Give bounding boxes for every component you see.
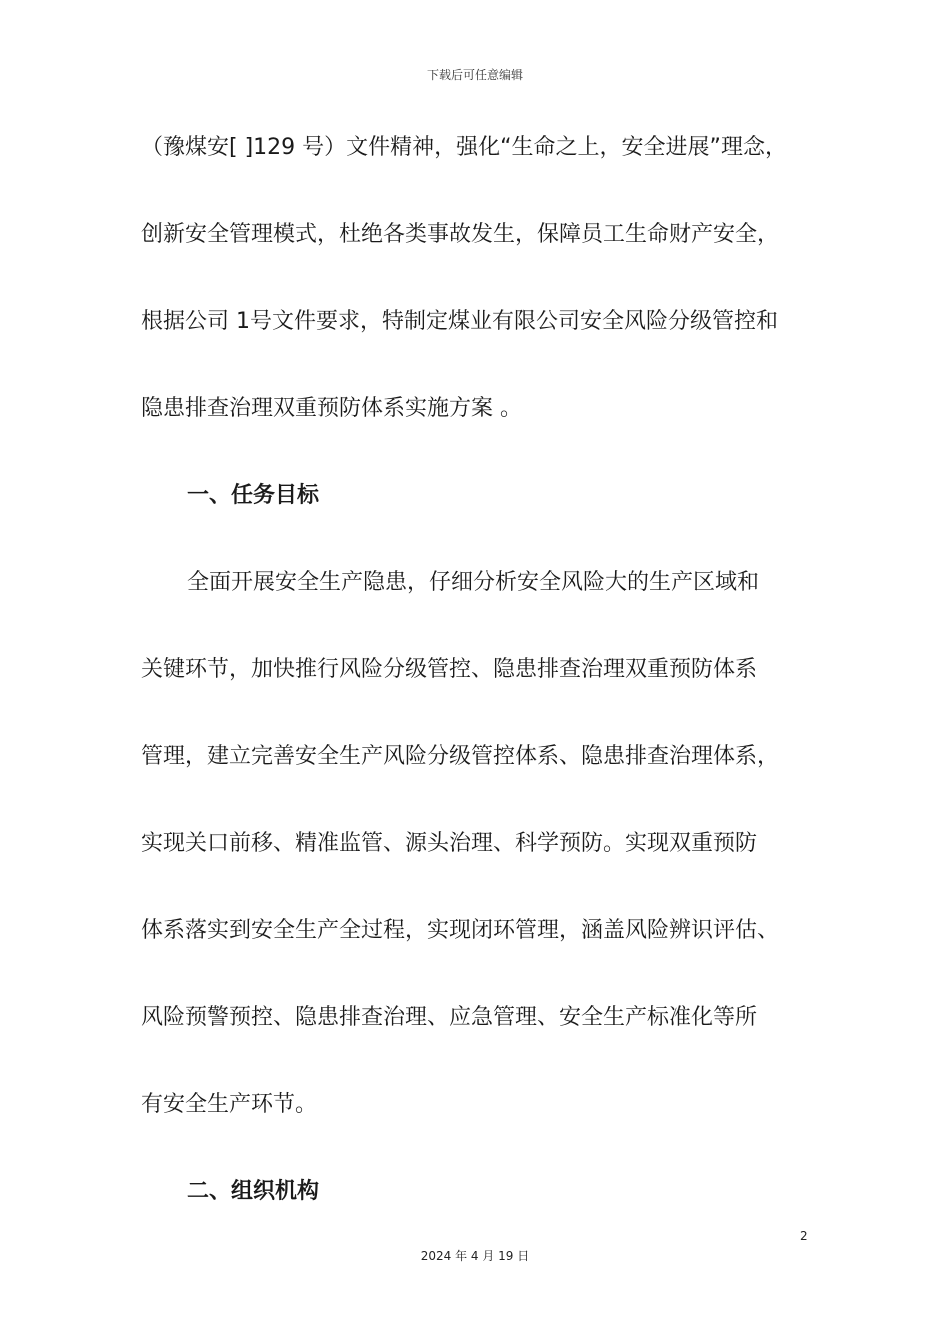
paragraph-line: 创新安全管理模式，杜绝各类事故发生，保障员工生命财产安全，	[141, 222, 780, 247]
page-number: 2	[800, 1229, 808, 1243]
paragraph-line: 全面开展安全生产隐患，仔细分析安全风险大的生产区域和	[187, 570, 760, 595]
page-header: 下载后可任意编辑	[426, 68, 523, 82]
paragraph-line: 隐患排查治理双重预防体系实施方案 。	[141, 396, 522, 421]
section-heading-goals: 一、任务目标	[187, 483, 320, 508]
paragraph-line: （豫煤安[ ]129 号）文件精神，强化“生命之上，安全进展”理念，	[141, 135, 787, 160]
paragraph-line: 风险预警预控、隐患排查治理、应急管理、安全生产标准化等所	[141, 1005, 758, 1030]
document-body	[141, 128, 831, 1259]
paragraph-line: 根据公司 1号文件要求，特制定煤业有限公司安全风险分级管控和	[141, 309, 778, 334]
section-heading-organization: 二、组织机构	[187, 1179, 320, 1204]
paragraph-line: 实现关口前移、精准监管、源头治理、科学预防。实现双重预防	[141, 831, 758, 856]
paragraph-line: 关键环节，加快推行风险分级管控、隐患排查治理双重预防体系	[141, 657, 758, 682]
paragraph-line: 管理，建立完善安全生产风险分级管控体系、隐患排查治理体系，	[141, 744, 780, 769]
footer-date: 2024 年 4 月 19 日	[420, 1249, 530, 1263]
paragraph-line: 体系落实到安全生产全过程，实现闭环管理，涵盖风险辨识评估、	[141, 918, 780, 943]
paragraph-line: 有安全生产环节。	[141, 1092, 318, 1117]
